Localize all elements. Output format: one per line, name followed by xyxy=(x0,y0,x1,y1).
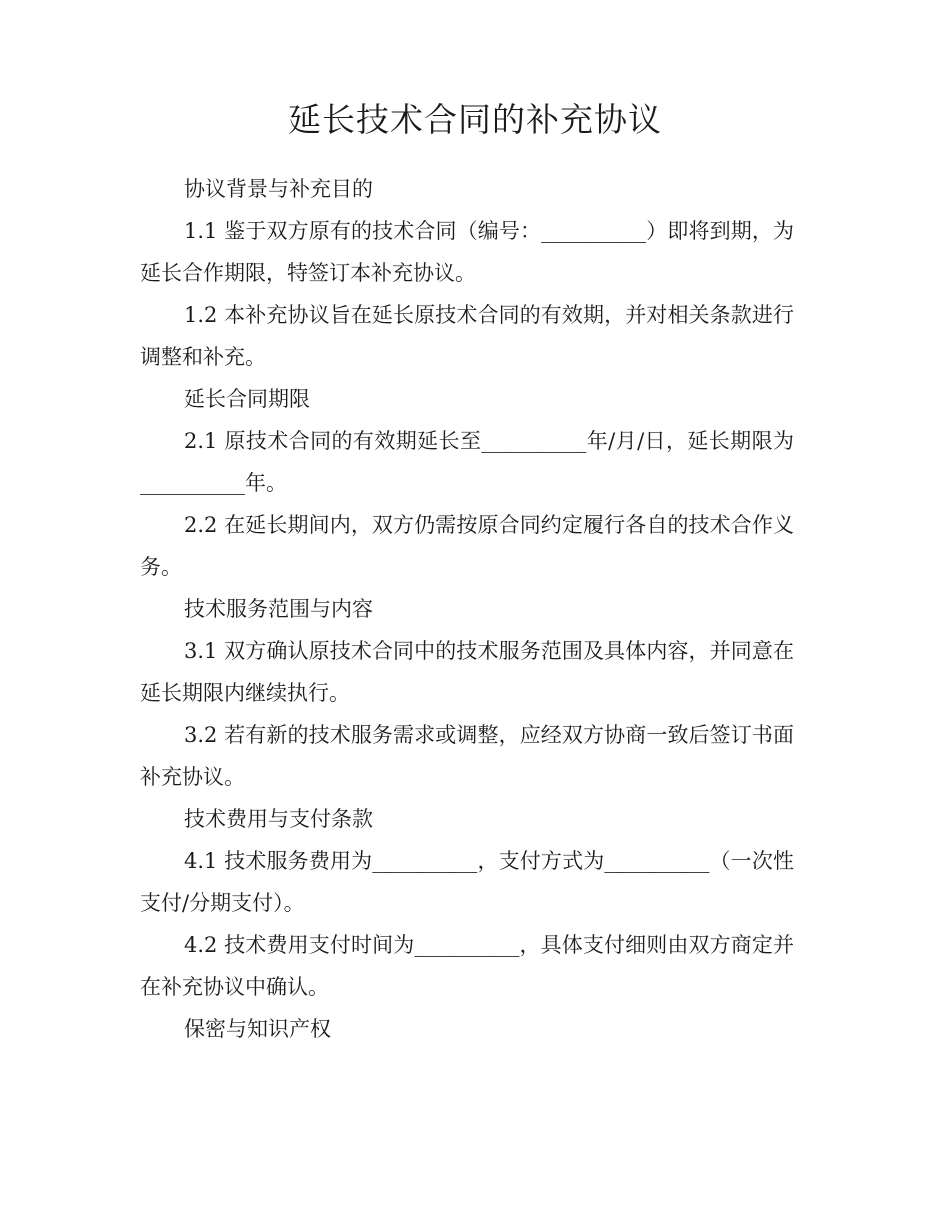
section-heading-term: 延长合同期限 xyxy=(184,387,310,411)
section-heading-confidentiality: 保密与知识产权 xyxy=(184,1017,331,1041)
clause-2-1: 2.1 原技术合同的有效期延长至__________年/月/日，延长期限为__________年。 xyxy=(140,429,794,495)
section-heading-background: 协议背景与补充目的 xyxy=(184,177,373,201)
section-heading-fees: 技术费用与支付条款 xyxy=(184,807,373,831)
clause-4-2: 4.2 技术费用支付时间为__________，具体支付细则由双方商定并在补充协议中确认。 xyxy=(140,933,794,999)
document-title: 延长技术合同的补充协议 xyxy=(288,100,662,139)
clause-3-2: 3.2 若有新的技术服务需求或调整，应经双方协商一致后签订书面补充协议。 xyxy=(140,723,794,789)
document-body xyxy=(140,168,794,1050)
clause-2-2: 2.2 在延长期间内，双方仍需按原合同约定履行各自的技术合作义务。 xyxy=(140,513,794,579)
clause-4-1: 4.1 技术服务费用为__________，支付方式为__________（一次性支付/分期支付）。 xyxy=(140,849,794,915)
clause-3-1: 3.1 双方确认原技术合同中的技术服务范围及具体内容，并同意在延长期限内继续执行。 xyxy=(140,639,794,705)
clause-1-2: 1.2 本补充协议旨在延长原技术合同的有效期，并对相关条款进行调整和补充。 xyxy=(140,303,794,369)
section-heading-scope: 技术服务范围与内容 xyxy=(184,597,373,621)
clause-1-1: 1.1 鉴于双方原有的技术合同（编号：__________）即将到期，为延长合作期限，特签订本补充协议。 xyxy=(140,219,794,285)
